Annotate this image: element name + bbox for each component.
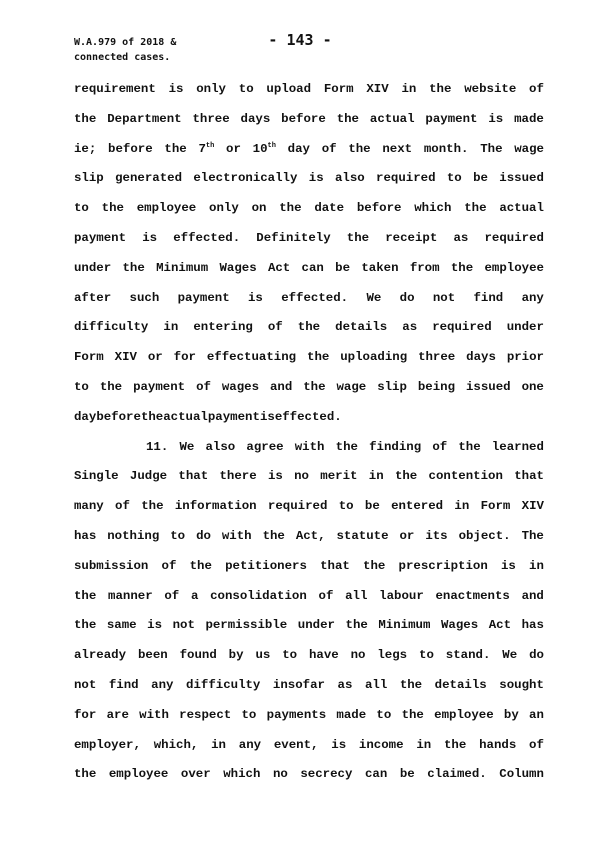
case-ref-line-1: W.A.979 of 2018 & <box>74 37 177 48</box>
text-line: payment is effected. Definitely the receipt as required <box>74 230 544 245</box>
text-line: has nothing to do with the Act, statute or its object. The <box>74 528 544 543</box>
text-line: submission of the petitioners that the prescription is in <box>74 558 544 573</box>
text-line: day before the actual payment is effected. <box>74 409 342 424</box>
text-line: many of the information required to be entered in Form XIV <box>74 499 544 514</box>
case-ref-line-2: connected cases. <box>74 52 171 63</box>
body-text <box>74 80 544 795</box>
page-number: - 143 - <box>268 31 332 49</box>
text-line: Single Judge that there is no merit in the contention that <box>74 469 544 484</box>
text-line: already been found by us to have no legs to stand. We do <box>74 648 544 663</box>
text-line: 11. We also agree with the finding of the learned <box>146 439 544 454</box>
text-line: Form XIV or for effectuating the uploading three days prior <box>74 350 544 365</box>
text-line: to the employee only on the date before which the actual <box>74 201 544 216</box>
text-line: after such payment is effected. We do not find any <box>74 290 544 305</box>
text-line: employer, which, in any event, is income in the hands of <box>74 737 544 752</box>
text-line: not find any difficulty insofar as all the details sought <box>74 677 544 692</box>
text-line: the manner of a consolidation of all labour enactments and <box>74 588 544 603</box>
text-line: for are with respect to payments made to the employee by an <box>74 707 544 722</box>
text-line: ie; before the 7th or 10th day of the next month. The wage <box>74 141 544 156</box>
text-line: the Department three days before the actual payment is made <box>74 111 544 126</box>
text-line: under the Minimum Wages Act can be taken from the employee <box>74 260 544 275</box>
text-line: slip generated electronically is also required to be issued <box>74 171 544 186</box>
text-line: the employee over which no secrecy can be claimed. Column <box>74 767 544 782</box>
text-line: to the payment of wages and the wage slip being issued one <box>74 379 544 394</box>
text-line: requirement is only to upload Form XIV in the website of <box>74 82 544 96</box>
text-line: difficulty in entering of the details as required under <box>74 320 544 335</box>
text-line: the same is not permissible under the Minimum Wages Act has <box>74 618 544 633</box>
